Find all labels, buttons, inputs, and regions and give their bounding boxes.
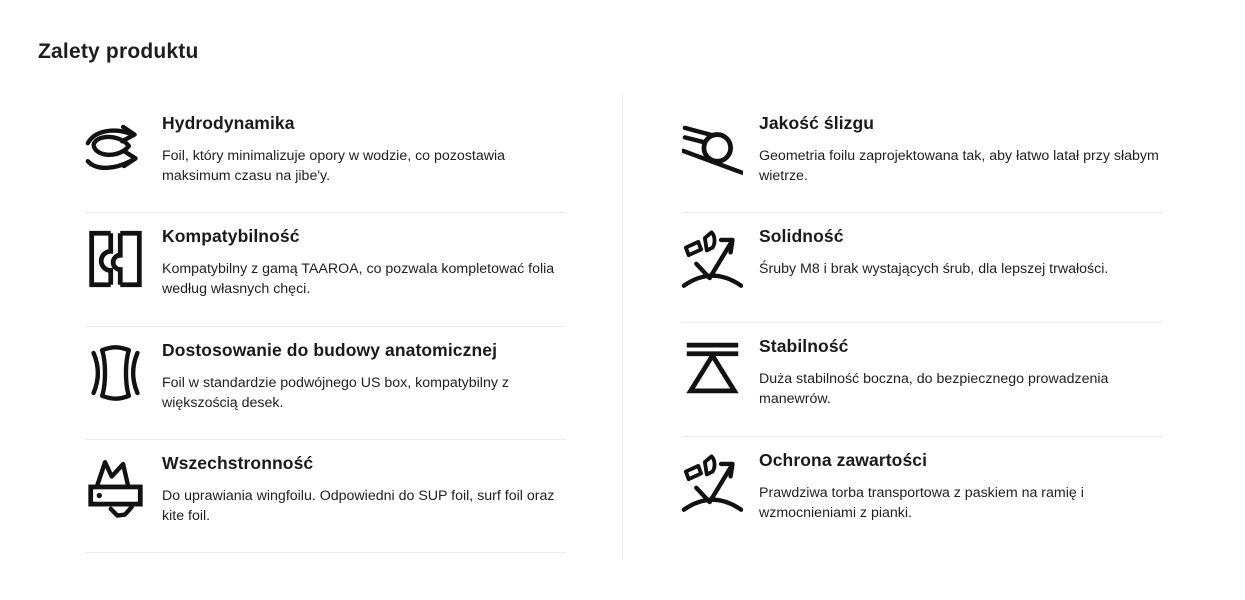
feature-description: Do uprawiania wingfoilu. Odpowiedni do SUP foil, surf foil oraz kite foil. <box>162 487 555 525</box>
feature-item-jakosc-slizgu <box>682 100 1163 213</box>
feature-title: Wszechstronność <box>162 452 314 473</box>
hydrodynamics-flow-icon <box>85 111 146 183</box>
column-divider <box>622 94 623 560</box>
feature-description: Geometria foilu zaprojektowana tak, aby łatwo latał przy słabym wietrze. <box>759 148 1159 185</box>
feature-item-stabilnosc <box>682 323 1163 436</box>
feature-title: Solidność <box>759 226 844 247</box>
anatomic-shape-icon <box>85 338 146 410</box>
feature-description: Foil, który minimalizuje opory w wodzie, co pozostawia maksimum czasu na jibe'y. <box>162 148 505 185</box>
feature-description: Prawdziwa torba transportowa z paskiem na ramię i wzmocnieniami z pianki. <box>759 484 1084 521</box>
feature-title: Hydrodynamika <box>162 113 295 133</box>
features-left-column <box>85 100 566 553</box>
feature-description: Śruby M8 i brak wystających śrub, dla lepszej trwałości. <box>759 261 1109 278</box>
feature-item-dostosowanie <box>85 327 566 440</box>
feature-title: Stabilność <box>759 336 849 357</box>
page-title: Zalety produktu <box>38 40 199 63</box>
feature-item-ochrona-zawartosci <box>682 437 1163 549</box>
feature-title: Jakość ślizgu <box>759 113 875 133</box>
feature-item-wszechstronnosc <box>85 440 566 553</box>
feature-title: Dostosowanie do budowy anatomicznej <box>162 339 498 360</box>
balance-triangle-icon <box>682 334 743 406</box>
feature-item-kompatybilnosc <box>85 213 566 326</box>
feature-item-hydrodynamika <box>85 100 566 213</box>
feature-description: Kompatybilny z gamą TAAROA, co pozwala kompletować folia według własnych chęci. <box>162 261 555 298</box>
compatibility-connector-icon <box>85 224 146 296</box>
glide-slope-icon <box>682 111 743 183</box>
feature-description: Foil w standardzie podwójnego US box, kompatybilny z większością desek. <box>162 374 509 411</box>
feature-title: Ochrona zawartości <box>759 449 928 470</box>
bolt-check-icon <box>682 224 743 296</box>
feature-title: Kompatybilność <box>162 226 300 247</box>
feature-item-solidnosc <box>682 213 1163 323</box>
bolt-check-icon <box>682 448 743 520</box>
features-right-column <box>682 100 1163 549</box>
product-advantages-section <box>0 100 1245 560</box>
feature-description: Duża stabilność boczna, do bezpiecznego prowadzenia manewrów. <box>759 371 1109 408</box>
multitool-knife-icon <box>85 451 146 523</box>
